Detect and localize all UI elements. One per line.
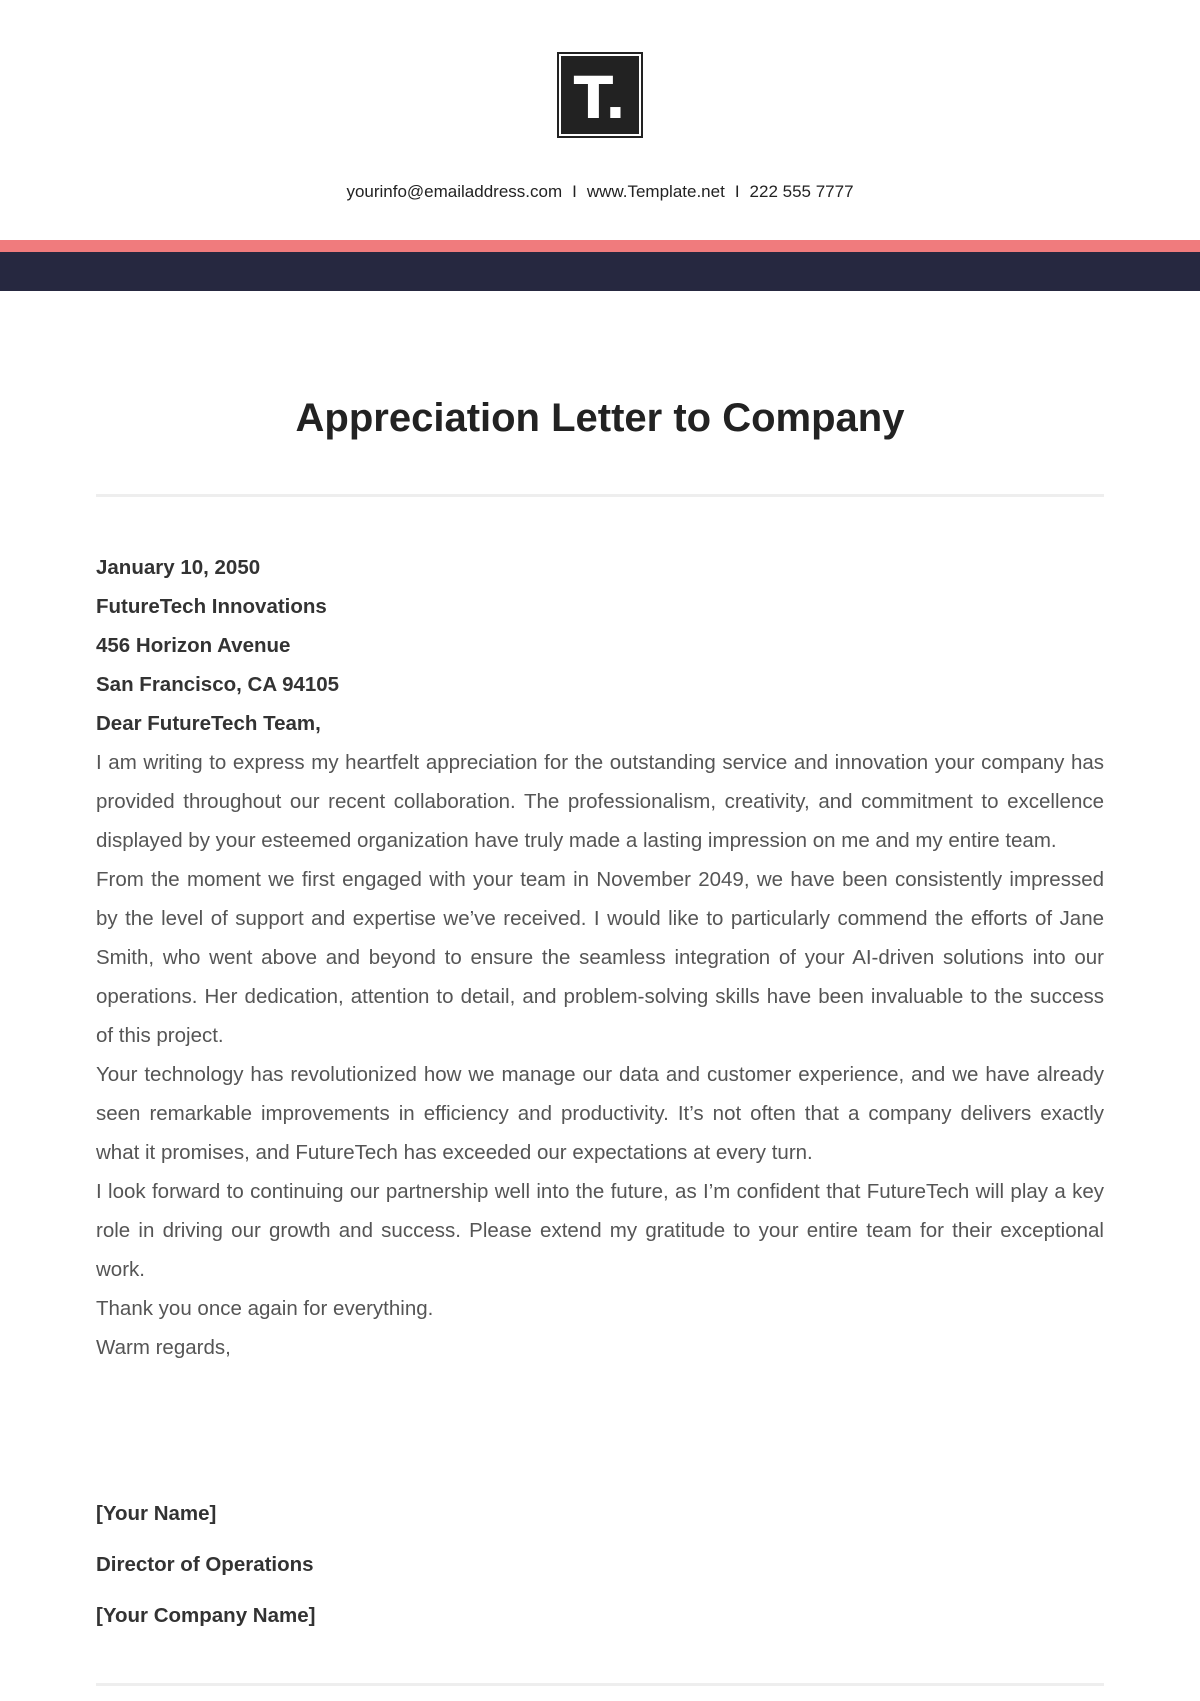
signature-company: [Your Company Name] [96,1604,316,1627]
address-line: 456 Horizon Avenue [96,634,291,657]
contact-phone: 222 555 7777 [749,182,854,201]
accent-band [0,240,1200,252]
paragraph: From the moment we first engaged with your team in November 2049, we have been consistently impressed by the level of support and expertise we’ve received. I would like to particularly commend the efforts of Jane Smith, who went above and beyond to ensure the seamless integration of your AI-driven solutions into our operations. Her dedication, attention to detail, and problem-solving skills have been invaluable to the success of this project. [96,868,1104,1047]
header-band [0,252,1200,291]
separator: I [572,182,577,201]
closing-line: Thank you once again for everything. [96,1297,434,1320]
valediction: Warm regards, [96,1336,231,1359]
company-logo [557,52,643,138]
divider [96,1683,1104,1686]
logo-text: T. [573,64,627,132]
paragraph: I look forward to continuing our partnership well into the future, as I’m confident that FutureTech will play a key role in driving our growth and success. Please extend my gratitude to your entire team for their exceptional work. [96,1180,1104,1281]
divider [96,494,1104,497]
separator: I [734,182,740,201]
contact-website: www.Template.net [586,182,725,201]
page-title: Appreciation Letter to Company [295,396,905,440]
letter-date: January 10, 2050 [96,556,261,579]
letter-body [96,548,1104,1367]
contact-info [0,182,1200,202]
contact-email: yourinfo@emailaddress.com [346,182,563,201]
paragraph: Your technology has revolutionized how we manage our data and customer experience, and we have already seen remarkable improvements in efficiency and productivity. It’s not often that a company delivers exactly what it promises, and FutureTech has exceeded our expectations at every turn. [96,1063,1104,1164]
signature-name: [Your Name] [96,1502,217,1525]
recipient-company: FutureTech Innovations [96,595,327,618]
paragraph: I am writing to express my heartfelt appreciation for the outstanding service and innovation your company has provided throughout our recent collaboration. The professionalism, creativity, and commitment to excellence displayed by your esteemed organization have truly made a lasting impression on me and my entire team. [96,751,1104,852]
signature-position: Director of Operations [96,1553,314,1576]
address-line: San Francisco, CA 94105 [96,673,340,696]
salutation: Dear FutureTech Team, [96,712,321,735]
